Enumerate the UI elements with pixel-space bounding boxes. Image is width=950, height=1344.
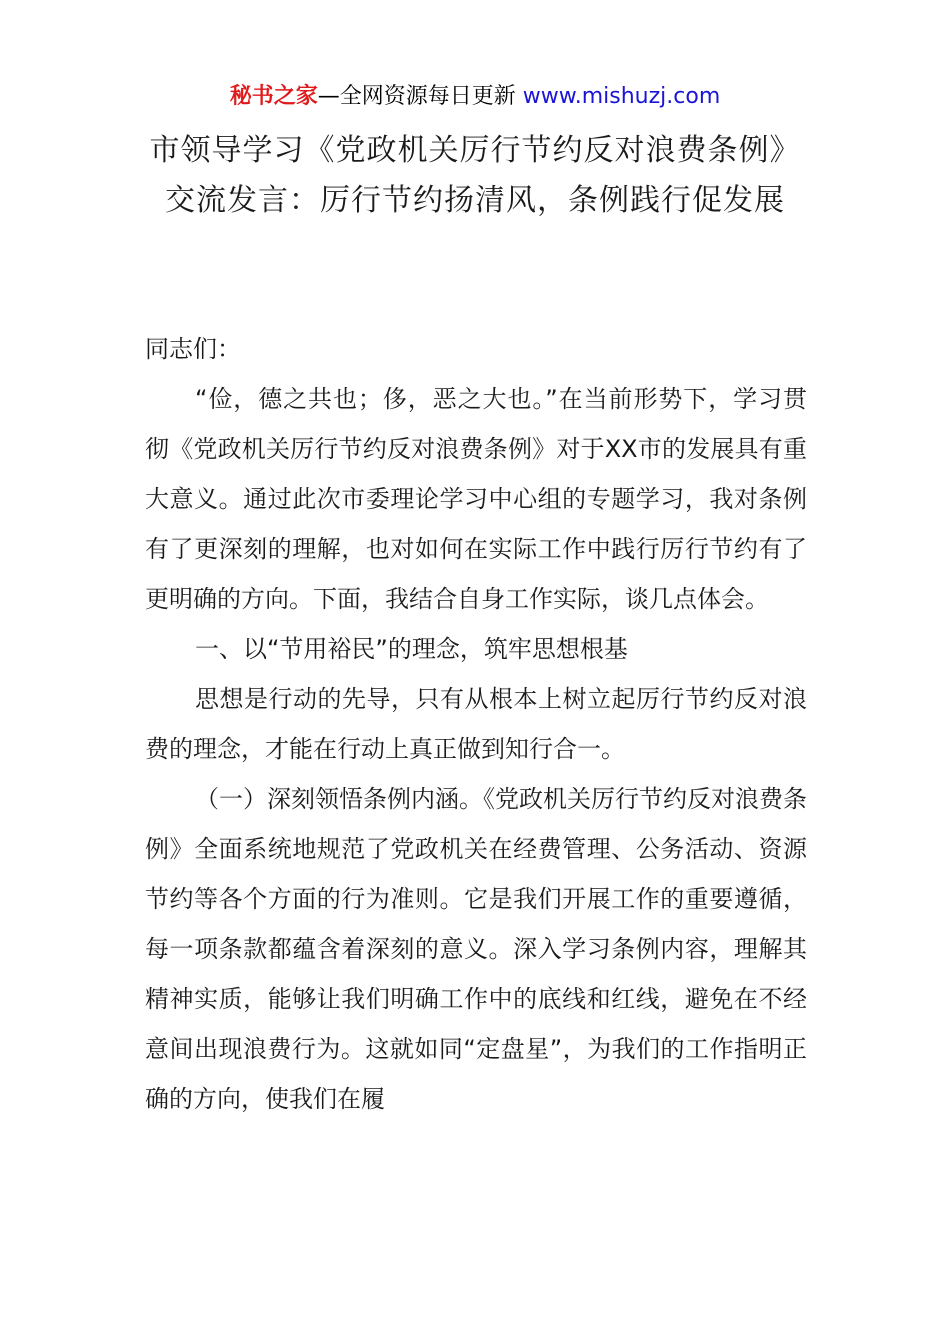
site-watermark (0, 80, 950, 114)
section-heading: 一、以“节用裕民”的理念，筑牢思想根基 (195, 635, 628, 663)
document-title: 市领导学习《党政机关厉行节约反对浪费条例》交流发言：厉行节约扬清风，条例践行促发展 (149, 133, 801, 218)
document-body (145, 324, 807, 1124)
body-paragraph: “俭，德之共也；侈，恶之大也。”在当前形势下，学习贯彻《党政机关厉行节约反对浪费条例》对于XX市的发展具有重大意义。通过此次市委理论学习中心组的专题学习，我对条例有了更深刻的理解，也对如何在实际工作中践行厉行节约有了更明确的方向。下面，我结合自身工作实际，谈几点体会。 (145, 385, 807, 613)
salutation: 同志们： (145, 335, 241, 363)
body-paragraph: 思想是行动的先导，只有从根本上树立起厉行节约反对浪费的理念，才能在行动上真正做到知行合一。 (145, 685, 807, 763)
body-paragraph: （一）深刻领悟条例内涵。《党政机关厉行节约反对浪费条例》全面系统地规范了党政机关在经费管理、公务活动、资源节约等各个方面的行为准则。它是我们开展工作的重要遵循，每一项条款都蕴含着深刻的意义。深入学习条例内容，理解其精神实质，能够让我们明确工作中的底线和红线，避免在不经意间出现浪费行为。这就如同“定盘星”，为我们的工作指明正确的方向，使我们在履 (145, 785, 807, 1113)
watermark-brand: 秘书之家 (229, 84, 318, 109)
watermark-slogan: —全网资源每日更新 (317, 84, 523, 109)
watermark-url[interactable]: www.mishuzj.com (522, 84, 721, 109)
